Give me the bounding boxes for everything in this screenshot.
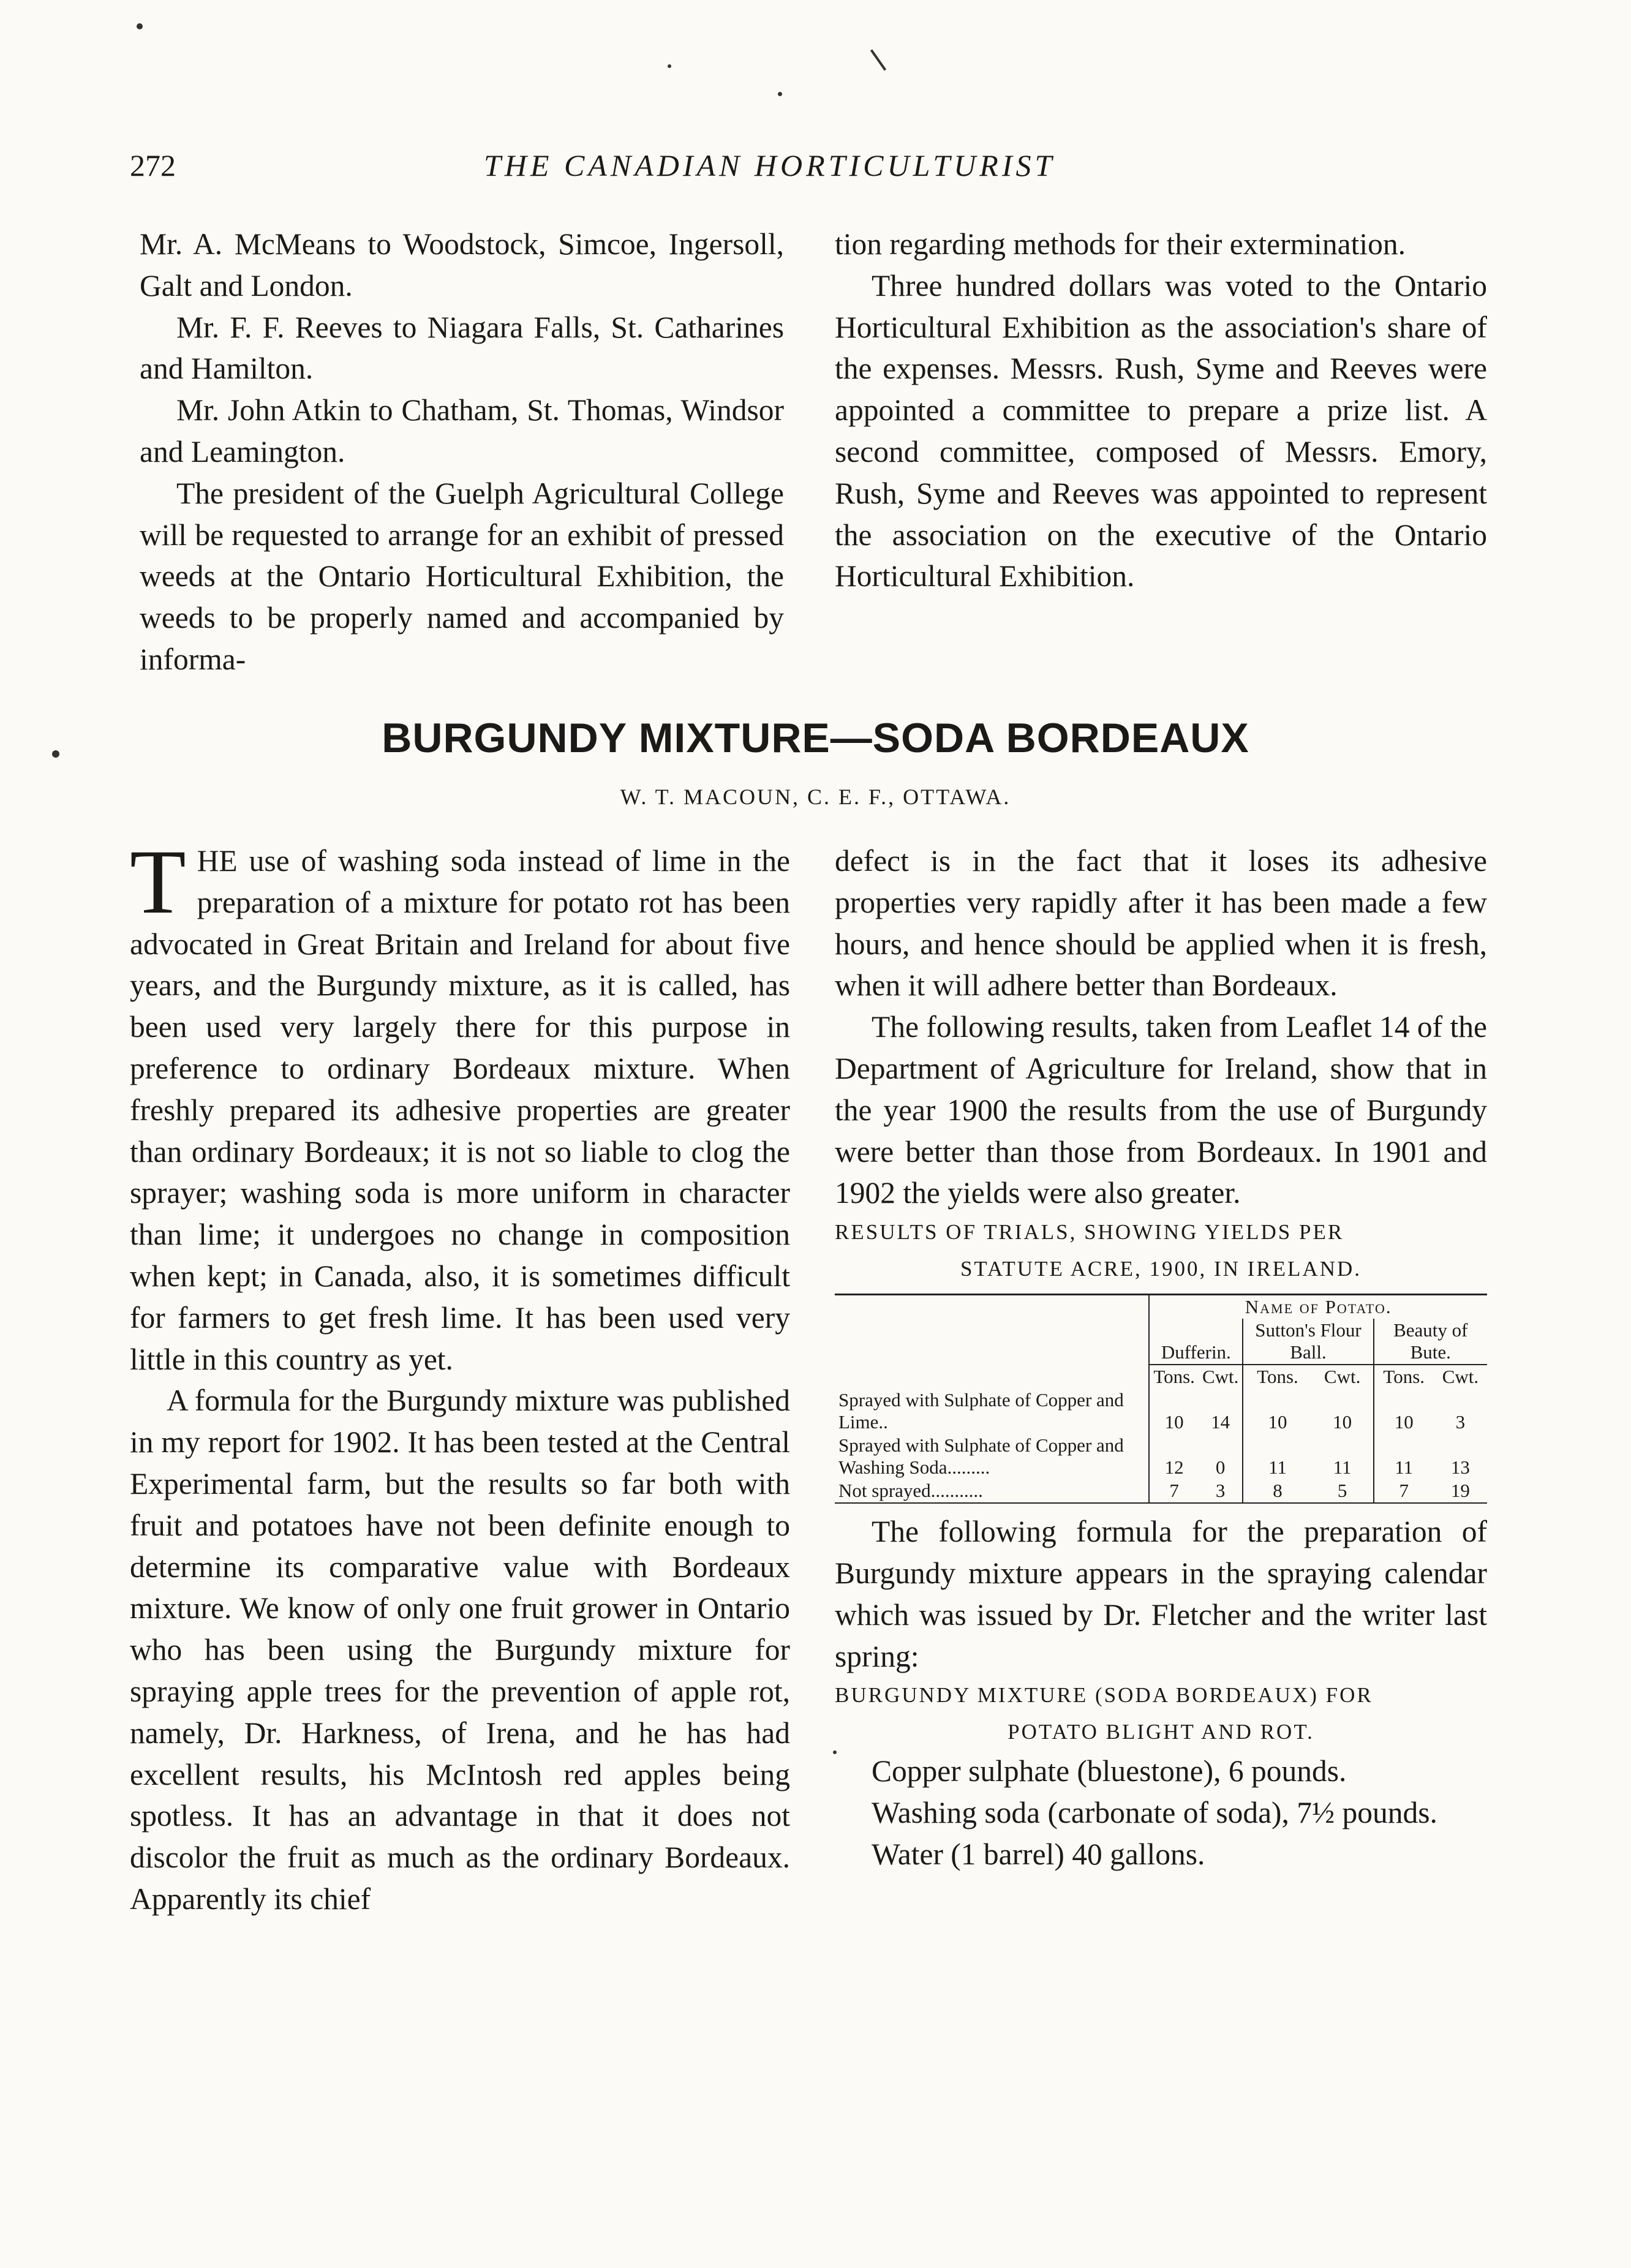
unit-header: Tons. xyxy=(1243,1365,1311,1388)
main-right-column xyxy=(835,840,1487,1875)
formula-caption: BURGUNDY MIXTURE (SODA BORDEAUX) FOR xyxy=(835,1683,1373,1708)
results-table xyxy=(835,1294,1487,1504)
article-title: BURGUNDY MIXTURE—SODA BORDEAUX xyxy=(382,715,1249,761)
table-cell: 13 xyxy=(1450,1456,1470,1479)
paragraph-text: HE use of washing soda instead of lime in the preparation of a mixture for potato rot has been advocated in Great Britain and Ireland for about five years, and the Burgundy mixture, as it is called, has been used very largely there for this purpose in preference to ordinary Bordeaux mixture. When freshly prepared its adhesive properties are greater than ordinary Bordeaux; it is not so liable to clog the sprayer; washing soda is more uniform in character than lime; it undergoes no change in composition when kept; in Canada, also, it is sometimes difficult for farmers to get fresh lime. It has been used very little in this country as yet. xyxy=(130,844,790,1376)
formula-list xyxy=(835,1750,1487,1875)
formula-line: Water (1 barrel) 40 gallons. xyxy=(872,1837,1205,1871)
row-label: Sprayed with Sulphate of Copper and Washing Soda......... xyxy=(838,1434,1124,1479)
paragraph xyxy=(130,831,790,1380)
table-cell: 7 xyxy=(1149,1479,1199,1503)
drop-cap: T xyxy=(130,831,186,933)
table-caption: STATUTE ACRE, 1900, IN IRELAND. xyxy=(960,1257,1362,1281)
paragraph: The following formula for the preparation of Burgundy mixture appears in the spraying calendar which was issued by Dr. Fletcher and the writer last spring: xyxy=(835,1515,1487,1673)
table-cell: 10 xyxy=(1374,1388,1434,1434)
table-cell xyxy=(835,1365,1149,1388)
paragraph: Three hundred dollars was voted to the Ontario Horticultural Exhibition as the association's share of the expenses. Messrs. Rush, Syme and Reeves were appointed a committee to prepare a prize list. A second committee, composed of Messrs. Emory, Rush, Syme and Reeves was appointed to represent the association on the executive of the Ontario Horticultural Exhibition. xyxy=(835,268,1487,593)
table-cell: 3 xyxy=(1199,1479,1243,1503)
unit-header: Tons. xyxy=(1374,1365,1434,1388)
table-row xyxy=(835,1388,1487,1434)
table-row xyxy=(835,1434,1487,1479)
row-label: Not sprayed........... xyxy=(835,1479,1149,1503)
main-left-column xyxy=(130,831,790,1920)
formula-caption: POTATO BLIGHT AND ROT. xyxy=(1008,1720,1314,1744)
table-group-header: Name of Potato. xyxy=(1149,1295,1487,1319)
paragraph: Mr. F. F. Reeves to Niagara Falls, St. Catharines and Hamilton. xyxy=(140,310,784,386)
table-cell: 12 xyxy=(1149,1434,1199,1479)
unit-header: Tons. xyxy=(1149,1365,1199,1388)
table-cell: 10 xyxy=(1243,1388,1311,1434)
paragraph: tion regarding methods for their extermination. xyxy=(835,227,1406,261)
table-cell: 3 xyxy=(1455,1411,1466,1433)
table-cell: 11 xyxy=(1333,1456,1352,1479)
table-cell: 0 xyxy=(1215,1456,1226,1479)
table-cell: 11 xyxy=(1374,1434,1434,1479)
paragraph: Mr. John Atkin to Chatham, St. Thomas, Windsor and Leamington. xyxy=(140,393,784,469)
table-cell: 11 xyxy=(1243,1434,1311,1479)
table-cell: 7 xyxy=(1374,1479,1434,1503)
table-row xyxy=(835,1479,1487,1503)
table-cell: 10 xyxy=(1333,1411,1352,1433)
row-label: Sprayed with Sulphate of Copper and Lime.. xyxy=(838,1389,1124,1433)
scan-mark xyxy=(870,49,886,70)
top-right-column xyxy=(835,224,1487,597)
page-number: 272 xyxy=(130,148,176,183)
article-byline: W. T. MACOUN, C. E. F., OTTAWA. xyxy=(620,785,1011,809)
scan-speck xyxy=(778,92,782,96)
formula-line: Copper sulphate (bluestone), 6 pounds. xyxy=(872,1754,1347,1788)
table-corner xyxy=(835,1295,1149,1365)
formula-line: Washing soda (carbonate of soda), 7½ pounds. xyxy=(872,1796,1437,1830)
unit-header: Cwt. xyxy=(1442,1366,1479,1388)
unit-header: Cwt. xyxy=(1202,1366,1239,1388)
paragraph: Mr. A. McMeans to Woodstock, Simcoe, Ingersoll, Galt and London. xyxy=(140,227,784,303)
table-cell: 19 xyxy=(1434,1479,1487,1503)
table-cell: 10 xyxy=(1149,1388,1199,1434)
table-caption: RESULTS OF TRIALS, SHOWING YIELDS PER xyxy=(835,1220,1344,1245)
paragraph: The president of the Guelph Agricultural College will be requested to arrange for an exhibit of pressed weeds at the Ontario Horticultural Exhibition, the weeds to be properly named and accompanied by informa- xyxy=(140,476,784,676)
paragraph: defect is in the fact that it loses its adhesive properties very rapidly after it has been made a few hours, and hence should be applied when it is fresh, when it will adhere better than Bordeaux. xyxy=(835,844,1487,1003)
variety-header: Dufferin. xyxy=(1149,1319,1243,1365)
top-left-column xyxy=(140,224,784,680)
variety-header: Sutton's Flour Ball. xyxy=(1243,1319,1373,1365)
running-title: THE CANADIAN HORTICULTURIST xyxy=(484,148,1056,183)
table-cell: 14 xyxy=(1211,1411,1230,1433)
paragraph: A formula for the Burgundy mixture was published in my report for 1902. It has been tested at the Central Experimental farm, but the results so far both with fruit and potatoes have not been definite enough to determine its comparative value with Bordeaux mixture. We know of only one fruit grower in Ontario who has been using the Burgundy mixture for spraying apple trees for the prevention of apple rot, namely, Dr. Harkness, of Irena, and he has had excellent results, his McIntosh red apples being spotless. It has an advantage in that it does not discolor the fruit as much as the ordinary Bordeaux. Apparently its chief xyxy=(130,1384,790,1916)
unit-header: Cwt. xyxy=(1324,1366,1361,1388)
variety-header: Beauty of Bute. xyxy=(1374,1319,1487,1365)
paragraph: The following results, taken from Leaflet 14 of the Department of Agriculture for Ireland, show that in the year 1900 the results from the use of Burgundy were better than those from Bordeaux. In 1901 and 1902 the yields were also greater. xyxy=(835,1010,1487,1210)
table-cell: 5 xyxy=(1312,1479,1374,1503)
table-cell: 8 xyxy=(1243,1479,1311,1503)
scan-speck xyxy=(137,23,143,29)
scan-speck xyxy=(668,64,671,68)
